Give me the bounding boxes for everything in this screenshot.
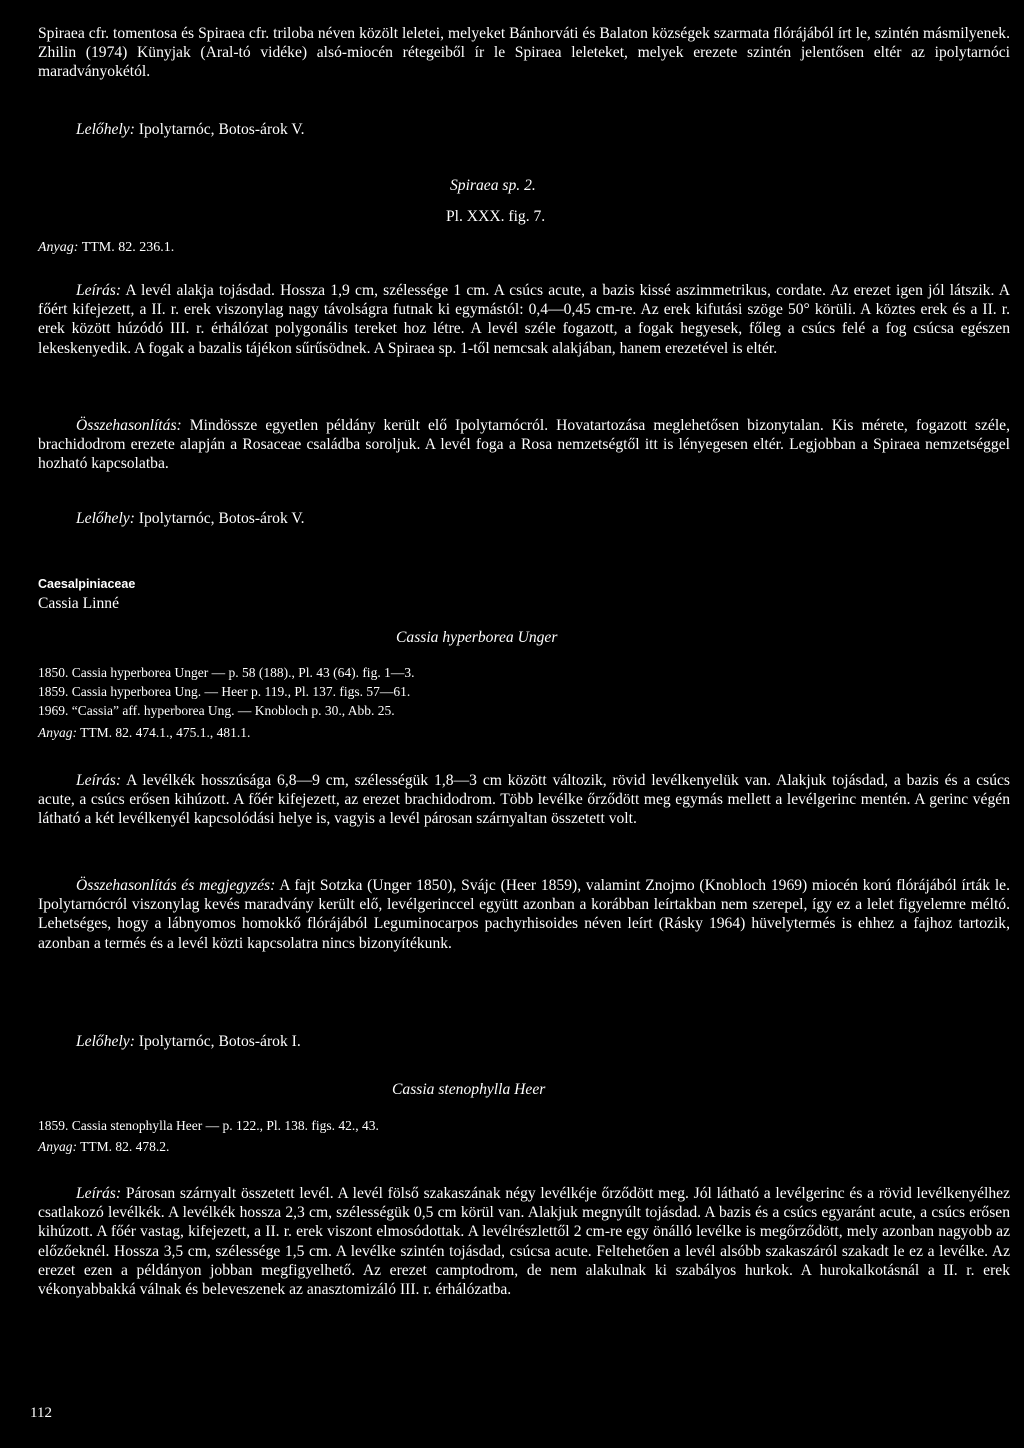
comp-label: Összehasonlítás és megjegyzés: bbox=[76, 877, 276, 894]
material-value: TTM. 82. 478.2. bbox=[80, 1139, 170, 1154]
locality-label: Lelőhely: bbox=[76, 510, 135, 527]
spiraea2-comparison bbox=[38, 416, 1010, 474]
family-heading: Caesalpiniaceae bbox=[38, 577, 136, 591]
locality-value: Ipolytarnóc, Botos-árok V. bbox=[138, 121, 305, 138]
material-value: TTM. 82. 474.1., 475.1., 481.1. bbox=[80, 725, 251, 740]
locality-value: Ipolytarnóc, Botos-árok V. bbox=[138, 510, 305, 527]
spiraea2-title: Spiraea sp. 2. bbox=[450, 177, 536, 194]
spiraea2-material bbox=[38, 238, 174, 257]
stenophylla-ref: 1859. Cassia stenophylla Heer — p. 122., Pl. 138. figs. 42., 43. bbox=[38, 1118, 379, 1133]
comp-text: A fajt Sotzka (Unger 1850), Svájc (Heer 1859), valamint Znojmo (Knobloch 1969) miocén korú flórájából írták le. Ipolytarnócról viszonylag kevés maradvány került elő, levélgerinccel együtt azonban a korábban leírtakban nem szerepel, így ez a lelet figyelemre méltó. Lehetséges, hogy a lábnyomos homokkő flórájából Leguminocarpos pachyrhisoides néven leírt (Rásky 1964) hüvelytermés is ehhez a fajhoz tartozik, azonban a termés és a levél közti kapcsolatra nincs bizonyítékunk. bbox=[38, 877, 1010, 952]
hyperborea-title: Cassia hyperborea Unger bbox=[396, 629, 558, 646]
hyperborea-comparison bbox=[38, 876, 1010, 953]
material-label: Anyag: bbox=[38, 240, 79, 255]
material-label: Anyag: bbox=[38, 725, 77, 740]
hyperborea-ref-1: 1850. Cassia hyperborea Unger — p. 58 (188)., Pl. 43 (64). fig. 1—3. bbox=[38, 665, 415, 680]
hyperborea-description bbox=[38, 771, 1010, 829]
spiraea2-locality bbox=[76, 509, 305, 528]
hyperborea-ref-2: 1859. Cassia hyperborea Ung. — Heer p. 119., Pl. 137. figs. 57—61. bbox=[38, 684, 411, 699]
hyperborea-material bbox=[38, 724, 250, 741]
spiraea2-plate: Pl. XXX. fig. 7. bbox=[446, 208, 546, 225]
stenophylla-material bbox=[38, 1138, 169, 1155]
hyperborea-ref-3: 1969. “Cassia” aff. hyperborea Ung. — Knobloch p. 30., Abb. 25. bbox=[38, 703, 395, 718]
locality-value: Ipolytarnóc, Botos-árok I. bbox=[138, 1033, 301, 1050]
desc-label: Leírás: bbox=[76, 1185, 122, 1202]
stenophylla-title: Cassia stenophylla Heer bbox=[392, 1081, 546, 1098]
desc-text: A levélkék hosszúsága 6,8—9 cm, szélességük 1,8—3 cm között változik, rövid levélkenyelük van. Alakjuk tojásdad, a bazis és a csúcs acute, a csúcs erősen kihúzott. A főér kifejezett, az erezet brachidodrom. Több levélke őrződött meg egymás mellett a levélgerinc mentén. A gerinc végén látható a két levélkenyél kapcsolódási helye is, vagyis a levél párosan szárnyaltan összetett volt. bbox=[38, 772, 1010, 828]
genus-heading: Cassia Linné bbox=[38, 595, 119, 612]
locality-label: Lelőhely: bbox=[76, 1033, 135, 1050]
hyperborea-locality bbox=[76, 1032, 301, 1051]
desc-text: A levél alakja tojásdad. Hossza 1,9 cm, szélessége 1 cm. A csúcs acute, a bazis kissé aszimmetrikus, cordate. Az erezet igen jól látszik. A főért kifejezett, a II. r. erek viszonylag nagy távolságra futnak ki egymástól: 0,4—0,45 cm-re. Az erek kifutási szöge 50° körüli. A köztes erek és a II. r. erek között húzódó III. r. érhálózat polygonális tereket hoz létre. A levél széle fogazott, a fogak hegyesek, főleg a csúcs felé a fog csúcsa egészen lekeskenyedik. A fogak a bazalis tájékon sűrűsödnek. A Spiraea sp. 1-től nemcsak alakjában, hanem erezetével is eltér. bbox=[38, 282, 1010, 357]
desc-label: Leírás: bbox=[76, 772, 122, 789]
comp-label: Összehasonlítás: bbox=[76, 417, 182, 434]
comp-text: Mindössze egyetlen példány került elő Ipolytarnócról. Hovatartozása meglehetősen bizonytalan. Kis mérete, fogazott széle, brachidodrom erezete alapján a Rosaceae családba soroljuk. A levél foga a Rosa nemzetségtől itt is lényegesen eltér. Legjobban a Spiraea nemzetséggel hozható kapcsolatba. bbox=[38, 417, 1010, 473]
spiraea2-description bbox=[38, 281, 1010, 358]
material-label: Anyag: bbox=[38, 1139, 77, 1154]
material-value: TTM. 82. 236.1. bbox=[81, 240, 175, 255]
locality-label: Lelőhely: bbox=[76, 121, 135, 138]
page-number: 112 bbox=[30, 1405, 52, 1421]
desc-text: Párosan szárnyalt összetett levél. A levél fölső szakaszának négy levélkéje őrződött meg. Jól látható a levélgerinc és a rövid levélkenyélhez csatlakozó levélkék. A levélkék hossza 2,3 cm, szélességük 0,5 cm körül van. Alakjuk megnyúlt tojásdad. A bazis és a csúcs egyaránt acute, a csúcs erősen kihúzott. A főér vastag, kifejezett, a II. r. erek viszont elmosódottak. A levélrészlettől 2 cm-re egy önálló levélke is megőrződött, mely azonban nagyobb az előzőeknél. Hossza 3,5 cm, szélessége 1,5 cm. A levélke szintén tojásdad, csúcsa acute. Feltehetően a levél alsóbb szakaszáról szakadt le ez a levélke. Az erezet ezen a példányon jobban megfigyelhető. Az erezet camptodrom, de nem alakulnak ki szabályos hurkok. A hurokalkotásnál a II. r. erek vékonyabbakká válnak és beleveszenek az anasztomizáló III. r. érhálózatba. bbox=[38, 1185, 1010, 1299]
desc-label: Leírás: bbox=[76, 282, 122, 299]
intro-locality bbox=[76, 120, 305, 139]
stenophylla-description bbox=[38, 1184, 1010, 1299]
intro-paragraph: Spiraea cfr. tomentosa és Spiraea cfr. triloba néven közölt leletei, melyeket Bánhorváti és Balaton községek szarmata flórájából írt le, szintén másmilyenek. Zhilin (1974) Künyjak (Aral-tó vidéke) alsó-miocén rétegeiből ír le Spiraea leleteket, melyek erezete szintén jelentősen eltér az ipolytarnóci maradványokétól. bbox=[38, 25, 1010, 81]
